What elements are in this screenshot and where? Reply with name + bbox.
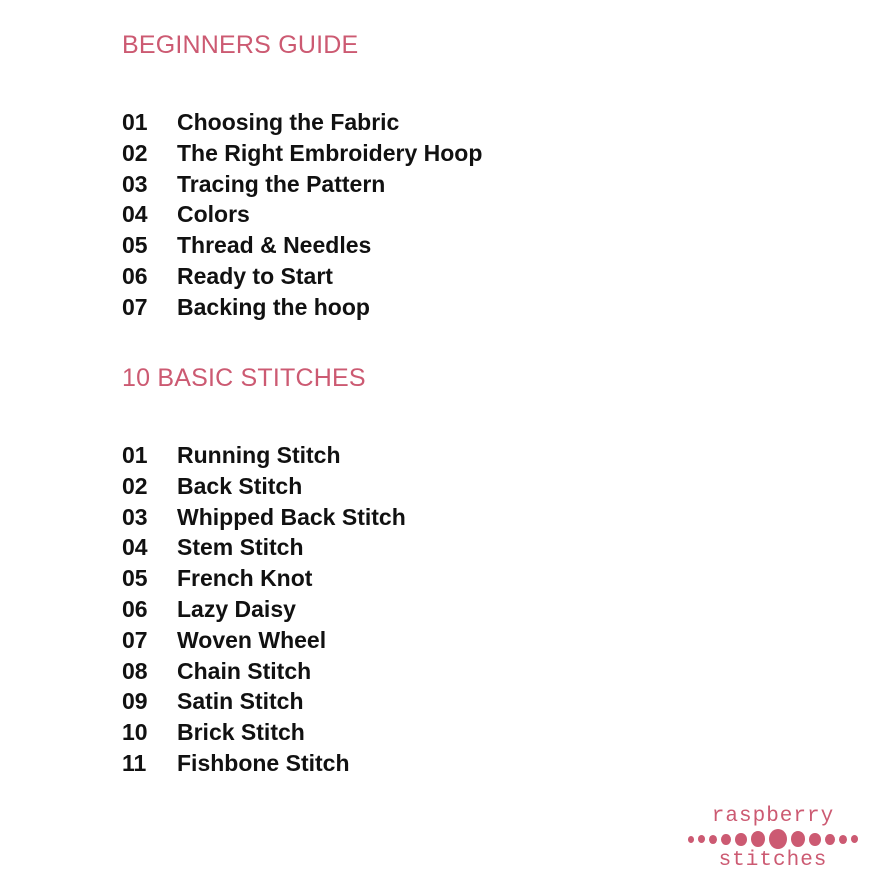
beginners-guide-section	[122, 30, 482, 323]
toc-item[interactable]	[122, 230, 482, 261]
dot-icon	[721, 834, 731, 845]
item-number: 05	[122, 232, 148, 259]
dot-icon	[809, 833, 821, 846]
toc-item[interactable]	[122, 563, 406, 594]
item-number: 02	[122, 139, 148, 166]
item-number: 11	[122, 749, 147, 776]
item-label: Chain Stitch	[177, 657, 312, 684]
dot-icon	[751, 831, 765, 847]
toc-item[interactable]	[122, 199, 482, 230]
item-number: 06	[122, 262, 148, 289]
item-number: 10	[122, 719, 148, 746]
toc-item[interactable]	[122, 261, 482, 292]
item-label: Brick Stitch	[177, 719, 305, 746]
item-label: Backing the hoop	[177, 293, 370, 320]
toc-item[interactable]	[122, 594, 406, 625]
item-number: 05	[122, 565, 148, 592]
item-label: Back Stitch	[177, 472, 303, 499]
item-label: French Knot	[177, 565, 313, 592]
item-number: 07	[122, 626, 148, 653]
item-label: Ready to Start	[177, 262, 333, 289]
toc-item[interactable]	[122, 169, 482, 200]
dot-icon	[769, 829, 787, 849]
item-number: 01	[122, 109, 148, 135]
item-label: Lazy Daisy	[177, 595, 296, 622]
item-number: 09	[122, 688, 148, 715]
dot-icon	[698, 835, 705, 843]
toc-list	[122, 107, 482, 323]
item-label: Fishbone Stitch	[177, 749, 350, 776]
item-number: 04	[122, 534, 148, 561]
toc-item[interactable]	[122, 625, 406, 656]
dot-icon	[851, 835, 858, 843]
basic-stitches-section	[122, 363, 406, 779]
item-label: Running Stitch	[177, 442, 341, 468]
item-label: Whipped Back Stitch	[177, 503, 406, 530]
item-label: Satin Stitch	[177, 688, 304, 715]
dot-icon	[709, 835, 717, 844]
toc-item[interactable]	[122, 292, 482, 323]
dot-icon	[839, 835, 847, 844]
toc-item[interactable]	[122, 532, 406, 563]
toc-item[interactable]	[122, 502, 406, 533]
item-number: 06	[122, 595, 148, 622]
raspberry-stitches-logo	[688, 806, 858, 872]
section-heading: 10 BASIC STITCHES	[122, 364, 366, 392]
item-label: Thread & Needles	[177, 232, 372, 259]
item-number: 02	[122, 472, 148, 499]
toc-item[interactable]	[122, 656, 406, 687]
dot-icon	[825, 834, 835, 845]
dot-icon	[735, 833, 747, 846]
toc-item[interactable]	[122, 440, 406, 471]
item-number: 03	[122, 170, 148, 197]
item-label: Stem Stitch	[177, 534, 304, 561]
toc-item[interactable]	[122, 748, 406, 779]
item-label: Colors	[177, 201, 250, 228]
item-label: Tracing the Pattern	[177, 170, 386, 197]
toc-item[interactable]	[122, 138, 482, 169]
item-label: Woven Wheel	[177, 626, 327, 653]
toc-list	[122, 440, 406, 779]
item-label: Choosing the Fabric	[177, 109, 400, 135]
toc-item[interactable]	[122, 717, 406, 748]
toc-item[interactable]	[122, 107, 482, 138]
item-number: 01	[122, 442, 148, 468]
toc-item[interactable]	[122, 471, 406, 502]
item-label: The Right Embroidery Hoop	[177, 139, 483, 166]
logo-word-bottom: stitches	[718, 849, 828, 872]
logo-word-top: raspberry	[711, 805, 835, 828]
item-number: 04	[122, 201, 148, 228]
logo-dots-icon	[688, 828, 858, 850]
toc-item[interactable]	[122, 686, 406, 717]
dot-icon	[791, 831, 805, 847]
item-number: 03	[122, 503, 148, 530]
section-heading: BEGINNERS GUIDE	[122, 31, 359, 59]
dot-icon	[688, 836, 694, 843]
item-number: 07	[122, 293, 148, 320]
item-number: 08	[122, 657, 148, 684]
